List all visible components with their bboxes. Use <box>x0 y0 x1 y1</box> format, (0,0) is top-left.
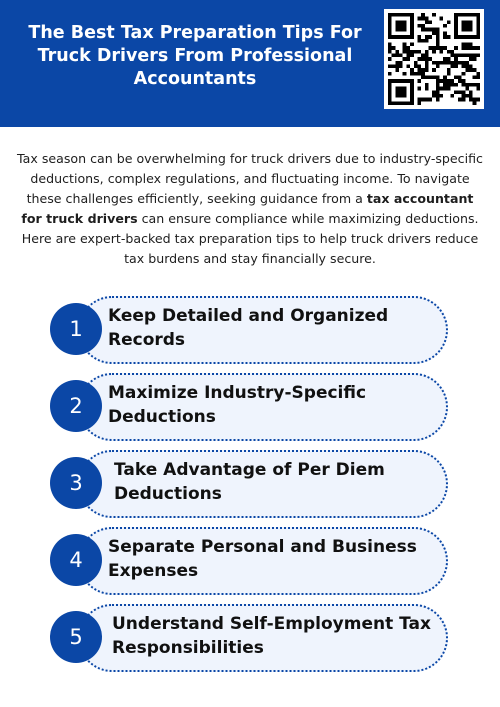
tip-label: Separate Personal and Business Expenses <box>108 537 417 581</box>
intro-text-end: can ensure compliance while maximizing deductions. Here are expert-backed tax preparation tips to help truck drivers reduce tax burdens and stay financially secure. <box>21 211 479 266</box>
tip-number-badge: 2 <box>50 380 102 432</box>
tip-label: Keep Detailed and Organized Records <box>108 306 389 350</box>
tip-label: Understand Self-Employment Tax Responsibilities <box>112 614 431 658</box>
tip-item-5 <box>50 604 448 672</box>
tip-item-4 <box>50 527 448 595</box>
header-banner <box>0 0 500 127</box>
tip-item-2 <box>50 373 448 441</box>
page-title: The Best Tax Preparation Tips For Truck Drivers From Professional Accountants <box>28 23 362 89</box>
tip-item-1 <box>50 296 448 364</box>
tip-item-3 <box>50 450 448 518</box>
tip-number-badge: 3 <box>50 457 102 509</box>
intro-paragraph <box>16 149 484 269</box>
tip-label: Maximize Industry-Specific Deductions <box>108 383 367 427</box>
tip-number-badge: 4 <box>50 534 102 586</box>
qr-code-icon <box>388 13 480 105</box>
tip-number-badge: 5 <box>50 611 102 663</box>
tip-number-badge: 1 <box>50 303 102 355</box>
qr-code[interactable] <box>384 9 484 109</box>
intro-emphasis: tax accountant for truck drivers <box>21 191 474 226</box>
tip-label: Take Advantage of Per Diem Deductions <box>114 460 385 504</box>
intro-text-start: Tax season can be overwhelming for truck drivers due to industry-specific deductions, complex regulations, and fluctuating income. To navigate these challenges efficiently, seeking guidance from a <box>17 151 483 206</box>
